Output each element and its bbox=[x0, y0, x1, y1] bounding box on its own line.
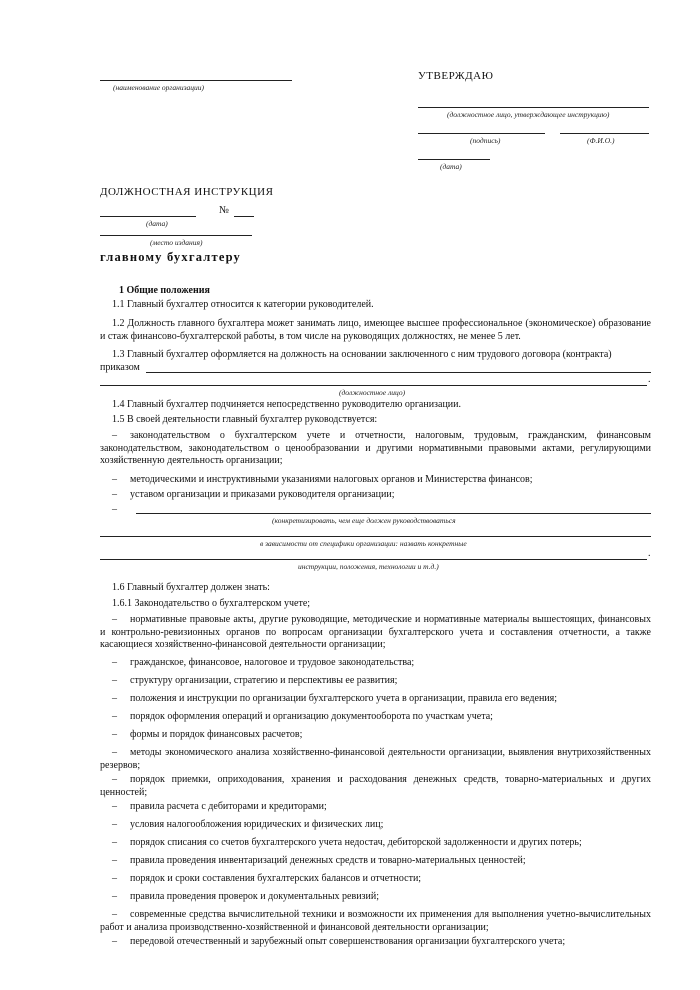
paragraph-1-6-1: 1.6.1 Законодательство о бухгалтерском учете; bbox=[112, 598, 311, 609]
fio-line bbox=[560, 133, 649, 134]
list-item-text: правила проведения проверок и документальных ревизий; bbox=[130, 891, 379, 902]
list-dash: – bbox=[112, 855, 117, 866]
list-item-text: формы и порядок финансовых расчетов; bbox=[130, 729, 303, 740]
spec-line-3 bbox=[100, 559, 647, 560]
list-item-text: порядок и сроки составления бухгалтерских балансов и отчетности; bbox=[130, 873, 422, 884]
list-item-text: методическими и инструктивными указаниями налоговых органов и Министерства финансов; bbox=[130, 474, 533, 485]
doc-place-caption: (место издания) bbox=[150, 238, 203, 247]
approval-date-caption: (дата) bbox=[440, 162, 462, 171]
list-dash: – bbox=[112, 837, 117, 848]
paragraph-1-6: 1.6 Главный бухгалтер должен знать: bbox=[112, 582, 270, 593]
know-item-11 bbox=[100, 837, 651, 850]
list-dash: – bbox=[112, 675, 117, 686]
know-item-9 bbox=[100, 801, 651, 814]
list-item-text: законодательством о бухгалтерском учете и отчетности, налоговым, трудовым, гражданским, финансовым законодательством, законодательством о ценообразовании и другими нормативными правовыми актами, регулирующими хозяйственную деятельность организации; bbox=[100, 430, 651, 467]
paragraph-1-4: 1.4 Главный бухгалтер подчиняется непосредственно руководителю организации. bbox=[112, 399, 462, 410]
list-item-text: положения и инструкции по организации бухгалтерского учета в организации, правила его ведения; bbox=[130, 693, 558, 704]
org-name-line bbox=[100, 80, 292, 81]
list-dash: – bbox=[112, 891, 117, 902]
know-item-8 bbox=[100, 774, 651, 799]
list-item-text: условия налогообложения юридических и физических лиц; bbox=[130, 819, 384, 830]
signature-line bbox=[418, 133, 545, 134]
know-item-1 bbox=[100, 614, 651, 652]
list-item-text: порядок списания со счетов бухгалтерского учета недостач, дебиторской задолженности и других потерь; bbox=[130, 837, 582, 848]
paragraph-1-3: 1.3 Главный бухгалтер оформляется на должность на основании заключенного с ним трудового договора (контракта) bbox=[112, 349, 612, 360]
list-item-text: методы экономического анализа хозяйственно-финансовой деятельности организации, выявления внутрихозяйственных резервов; bbox=[100, 747, 651, 771]
know-item-10 bbox=[100, 819, 651, 832]
list-dash: – bbox=[112, 474, 117, 485]
doc-number-line bbox=[234, 216, 254, 217]
know-item-13 bbox=[100, 873, 651, 886]
section-heading: 1 Общие положения bbox=[119, 285, 210, 296]
list-item-text: порядок приемки, оприходования, хранения и расходования денежных средств, товарно-материальных и других ценностей; bbox=[100, 774, 651, 798]
fio-caption: (Ф.И.О.) bbox=[587, 136, 615, 145]
official-person-caption: (должностное лицо) bbox=[339, 388, 406, 397]
list-item-text: порядок оформления операций и организацию документооборота по участкам учета; bbox=[130, 711, 493, 722]
guided-item-3 bbox=[100, 489, 651, 502]
list-item-text: передовой отечественный и зарубежный опыт совершенствования организации бухгалтерского учета; bbox=[130, 936, 566, 947]
paragraph-1-1: 1.1 Главный бухгалтер относится к категории руководителей. bbox=[112, 299, 374, 310]
document-title: главному бухгалтеру bbox=[100, 250, 242, 264]
signature-caption: (подпись) bbox=[470, 136, 501, 145]
know-item-12 bbox=[100, 855, 651, 868]
order-word: приказом bbox=[100, 362, 140, 373]
list-item-text: современные средства вычислительной техники и возможности их применения для выполнения учетно-вычислительных работ и анализа производственно-хозяйственной и финансовой деятельности организации; bbox=[100, 909, 651, 933]
order-line-2 bbox=[100, 385, 647, 386]
order-dot: . bbox=[648, 374, 651, 385]
document-type: ДОЛЖНОСТНАЯ ИНСТРУКЦИЯ bbox=[100, 186, 274, 198]
guided-item-2 bbox=[100, 474, 651, 487]
know-item-15 bbox=[100, 909, 651, 934]
list-item-text: правила расчета с дебиторами и кредиторами; bbox=[130, 801, 327, 812]
spec-caption-3: инструкции, положения, технологии и т.д.) bbox=[298, 562, 439, 571]
know-item-6 bbox=[100, 729, 651, 742]
approval-date-line bbox=[418, 159, 490, 160]
doc-date-caption: (дата) bbox=[146, 219, 168, 228]
approve-label: УТВЕРЖДАЮ bbox=[418, 70, 494, 82]
list-dash: – bbox=[112, 711, 117, 722]
spec-line-1 bbox=[136, 513, 651, 514]
list-dash: – bbox=[112, 657, 117, 668]
know-item-14 bbox=[100, 891, 651, 904]
list-dash: – bbox=[112, 747, 117, 758]
spec-caption-2: в зависимости от специфики организации: назвать конкретные bbox=[260, 539, 467, 548]
list-dash: – bbox=[112, 489, 117, 500]
paragraph-1-5: 1.5 В своей деятельности главный бухгалтер руководствуется: bbox=[112, 414, 378, 425]
official-caption: (должностное лицо, утверждающее инструкцию) bbox=[447, 110, 610, 119]
list-dash: – bbox=[112, 774, 117, 785]
list-dash: – bbox=[112, 693, 117, 704]
org-name-caption: (наименование организации) bbox=[113, 83, 205, 92]
paragraph-1-2: 1.2 Должность главного бухгалтера может занимать лицо, имеющее высшее профессиональное (экономическое) образование и стаж финансово-бухгалтерской работы, в том числе на руководящих должностях, не менее 5 лет. bbox=[100, 318, 651, 342]
doc-date-line bbox=[100, 216, 196, 217]
spec-line-2 bbox=[100, 536, 651, 537]
list-item-text: уставом организации и приказами руководителя организации; bbox=[130, 489, 395, 500]
guided-item-1 bbox=[100, 430, 651, 468]
know-item-7 bbox=[100, 747, 651, 772]
know-item-5 bbox=[100, 711, 651, 724]
list-dash: – bbox=[112, 909, 117, 920]
doc-place-line bbox=[100, 235, 252, 236]
know-item-2 bbox=[100, 657, 651, 670]
know-item-3 bbox=[100, 675, 651, 688]
spec-dot: . bbox=[648, 548, 651, 559]
list-dash: – bbox=[112, 729, 117, 740]
doc-number-sign: № bbox=[219, 205, 230, 216]
official-line bbox=[418, 107, 649, 108]
know-item-4 bbox=[100, 693, 651, 706]
know-item-16 bbox=[100, 936, 651, 949]
list-item-text: нормативные правовые акты, другие руководящие, методические и нормативные материалы вышестоящих, финансовых и контрольно-ревизионных органов по вопросам организации бухгалтерского учета и составления отчетности, а также касающиеся хозяйственно-финансовой деятельности организации; bbox=[100, 614, 651, 651]
list-dash: – bbox=[112, 819, 117, 830]
list-item-text: структуру организации, стратегию и перспективы ее развития; bbox=[130, 675, 398, 686]
list-dash: – bbox=[112, 614, 117, 625]
list-dash: – bbox=[112, 430, 117, 441]
spec-dash: – bbox=[112, 504, 117, 515]
list-dash: – bbox=[112, 801, 117, 812]
list-dash: – bbox=[112, 936, 117, 947]
list-dash: – bbox=[112, 873, 117, 884]
spec-caption-1: (конкретизировать, чем еще должен руководствоваться bbox=[272, 516, 456, 525]
list-item-text: гражданское, финансовое, налоговое и трудовое законодательства; bbox=[130, 657, 415, 668]
order-line-1 bbox=[146, 372, 651, 373]
list-item-text: правила проведения инвентаризаций денежных средств и товарно-материальных ценностей; bbox=[130, 855, 526, 866]
